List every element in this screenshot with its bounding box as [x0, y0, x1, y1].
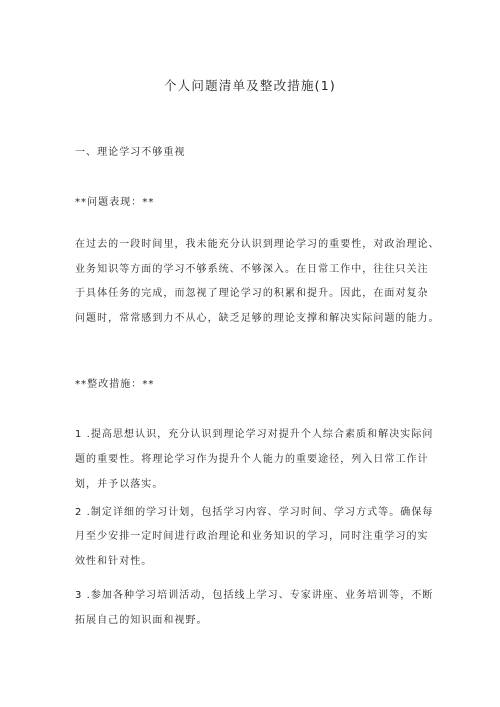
measure-3-line: 拓展自己的知识面和视野。 — [75, 615, 208, 626]
document-title: 个人问题清单及整改措施(1) — [163, 78, 336, 93]
measure-1-line: 1 .提高思想认识，充分认识到理论学习对提升个人综合素质和解决实际问 — [75, 429, 434, 440]
measures-label: **整改措施：** — [75, 379, 155, 390]
problem-line: 在过去的一段时间里，我未能充分认识到理论学习的重要性，对政治理论、 — [75, 239, 440, 250]
measure-1-line: 题的重要性。将理论学习作为提升个人能力的重要途径，列入日常工作计 — [75, 454, 429, 465]
section-heading: 一、理论学习不够重视 — [75, 147, 186, 158]
measure-2-line: 效性和针对性。 — [75, 556, 153, 567]
problem-label: **问题表现：** — [75, 197, 155, 208]
measure-1-line: 划，并予以落实。 — [75, 479, 164, 490]
measure-2-line: 月至少安排一定时间进行政治理论和业务知识的学习，同时注重学习的实 — [75, 531, 429, 542]
measure-2-line: 2 .制定详细的学习计划，包括学习内容、学习时间、学习方式等。确保每 — [75, 507, 434, 518]
problem-line: 业务知识等方面的学习不够系统、不够深入。在日常工作中，往往只关注 — [75, 264, 429, 275]
problem-line: 于具体任务的完成，而忽视了理论学习的积累和提升。因此，在面对复杂 — [75, 288, 429, 299]
measure-3-line: 3 .参加各种学习培训活动，包括线上学习、专家讲座、业务培训等，不断 — [75, 590, 434, 601]
problem-line: 问题时，常常感到力不从心，缺乏足够的理论支撑和解决实际问题的能力。 — [75, 313, 440, 324]
